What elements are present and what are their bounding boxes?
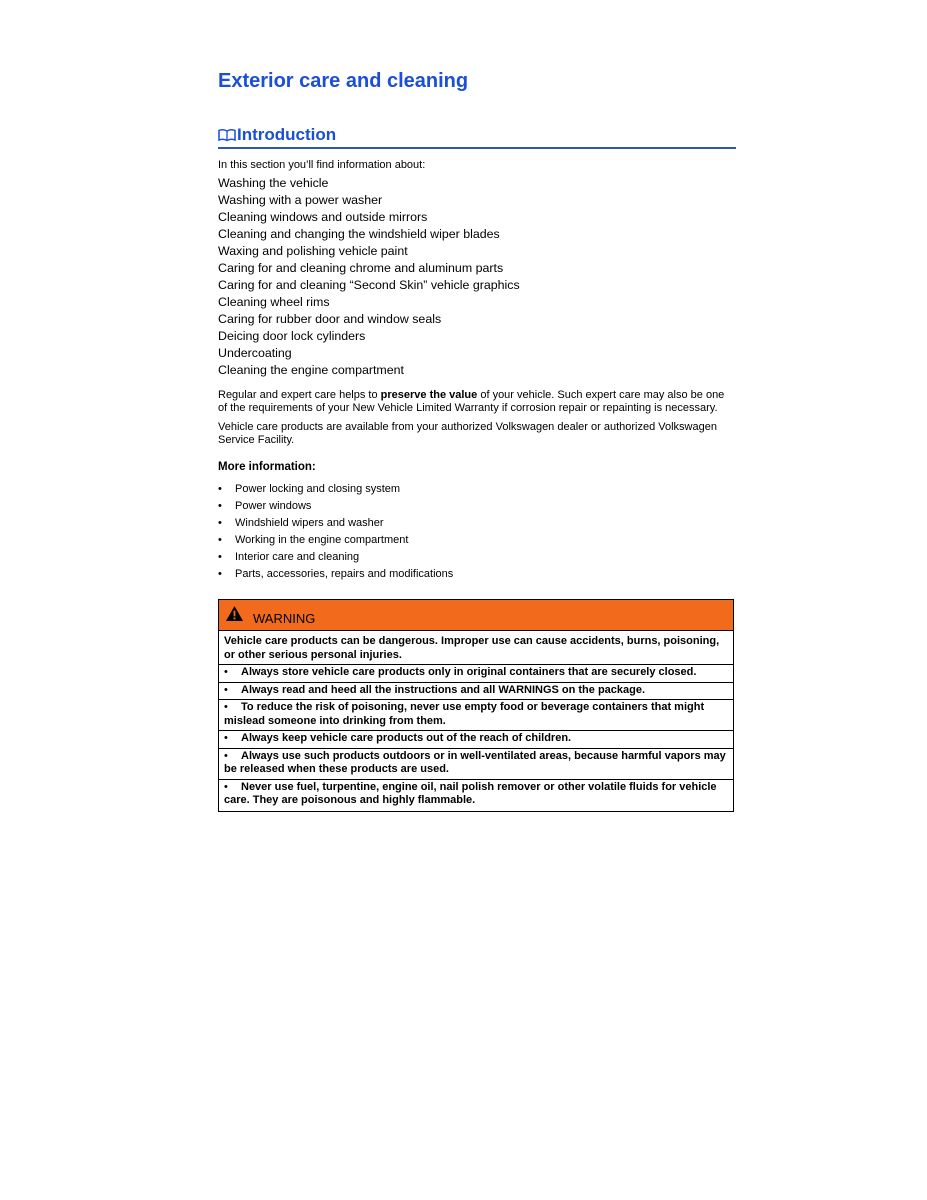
- bullet: •: [224, 780, 228, 793]
- more-info-link[interactable]: Power windows: [235, 500, 312, 512]
- bullet: •: [218, 551, 222, 563]
- warning-body: [219, 631, 733, 811]
- bullet: •: [218, 500, 222, 512]
- more-info-link[interactable]: Windshield wipers and washer: [235, 517, 384, 529]
- topic-item: Caring for rubber door and window seals: [218, 312, 442, 326]
- more-info-item[interactable]: [218, 549, 736, 566]
- more-info-link[interactable]: Working in the engine compartment: [235, 534, 409, 546]
- warning-item-text: Always store vehicle care products only in original containers that are securely closed.: [241, 666, 697, 678]
- topic-item: Washing the vehicle: [218, 176, 329, 190]
- warning-item: [219, 730, 733, 746]
- warning-triangle-icon: [225, 605, 244, 622]
- warning-intro: Vehicle care products can be dangerous. Improper use can cause accidents, burns, poisoning, or other serious personal injuries.: [224, 635, 720, 661]
- bullet: •: [218, 534, 222, 546]
- topic-item: Cleaning windows and outside mirrors: [218, 210, 428, 224]
- more-info-item[interactable]: [218, 481, 736, 498]
- topic-item: Caring for and cleaning “Second Skin” vehicle graphics: [218, 278, 520, 292]
- warning-item: [219, 682, 733, 698]
- topic-item: Cleaning and changing the windshield wiper blades: [218, 227, 500, 241]
- warning-item-text: Always use such products outdoors or in well-ventilated areas, because harmful vapors may be released when these products are used.: [224, 749, 726, 775]
- section-header: [218, 120, 736, 149]
- warning-item-text: Always read and heed all the instructions and all WARNINGS on the package.: [241, 683, 646, 696]
- warning-header: [219, 600, 733, 631]
- bullet: •: [224, 701, 228, 713]
- more-info-item[interactable]: [218, 566, 736, 583]
- book-icon: [218, 128, 236, 142]
- more-info-item[interactable]: [218, 498, 736, 515]
- intro-line: In this section you’ll find information about:: [218, 159, 426, 171]
- bullet: •: [224, 732, 228, 744]
- paragraph-text: Regular and expert care helps to: [218, 389, 381, 401]
- paragraph-text: of your vehicle. Such expert care may also be one of the requirements of your New Vehicle Limited Warranty if corrosion repair or repainting is necessary.: [218, 389, 725, 414]
- warning-item: [219, 664, 733, 680]
- paragraph-care-products: Vehicle care products are available from your authorized Volkswagen dealer or authorized Volkswagen Service Facility.: [218, 421, 717, 446]
- more-info-item[interactable]: [218, 515, 736, 532]
- more-info-link[interactable]: Parts, accessories, repairs and modifications: [235, 568, 454, 580]
- topic-item: Undercoating: [218, 346, 292, 360]
- bullet: •: [218, 483, 222, 495]
- more-info-list: [218, 481, 736, 583]
- more-info-link[interactable]: Power locking and closing system: [235, 483, 401, 495]
- warning-title: WARNING: [253, 610, 316, 626]
- warning-item: [219, 779, 733, 808]
- bullet: •: [224, 749, 228, 762]
- warning-box: [218, 599, 734, 812]
- more-info-label: More information:: [218, 461, 316, 473]
- paragraph-bold-text: preserve the value: [380, 389, 478, 401]
- bullet: •: [224, 666, 228, 678]
- topic-item: Washing with a power washer: [218, 193, 383, 207]
- warning-item-text: Always keep vehicle care products out of the reach of children.: [241, 732, 572, 744]
- warning-item-text: To reduce the risk of poisoning, never use empty food or beverage containers that might mislead someone into drinking from them.: [224, 701, 705, 727]
- document-page: [218, 66, 736, 812]
- topic-item: Cleaning the engine compartment: [218, 363, 404, 377]
- more-info-link[interactable]: Interior care and cleaning: [235, 551, 360, 563]
- topic-item: Deicing door lock cylinders: [218, 329, 366, 343]
- bullet: •: [224, 683, 228, 696]
- paragraph-preserve-value: [218, 389, 736, 415]
- warning-item: [219, 748, 733, 777]
- topic-list: [218, 175, 736, 379]
- page-title: Exterior care and cleaning: [218, 70, 469, 92]
- bullet: •: [218, 568, 222, 580]
- bullet: •: [218, 517, 222, 529]
- more-info-item[interactable]: [218, 532, 736, 549]
- topic-item: Waxing and polishing vehicle paint: [218, 244, 408, 258]
- warning-item: [219, 699, 733, 728]
- topic-item: Caring for and cleaning chrome and aluminum parts: [218, 261, 504, 275]
- section-title: Introduction: [237, 125, 337, 144]
- warning-item-text: Never use fuel, turpentine, engine oil, nail polish remover or other volatile fluids for vehicle care. They are poisonous and highly flammable.: [224, 780, 717, 806]
- topic-item: Cleaning wheel rims: [218, 295, 330, 309]
